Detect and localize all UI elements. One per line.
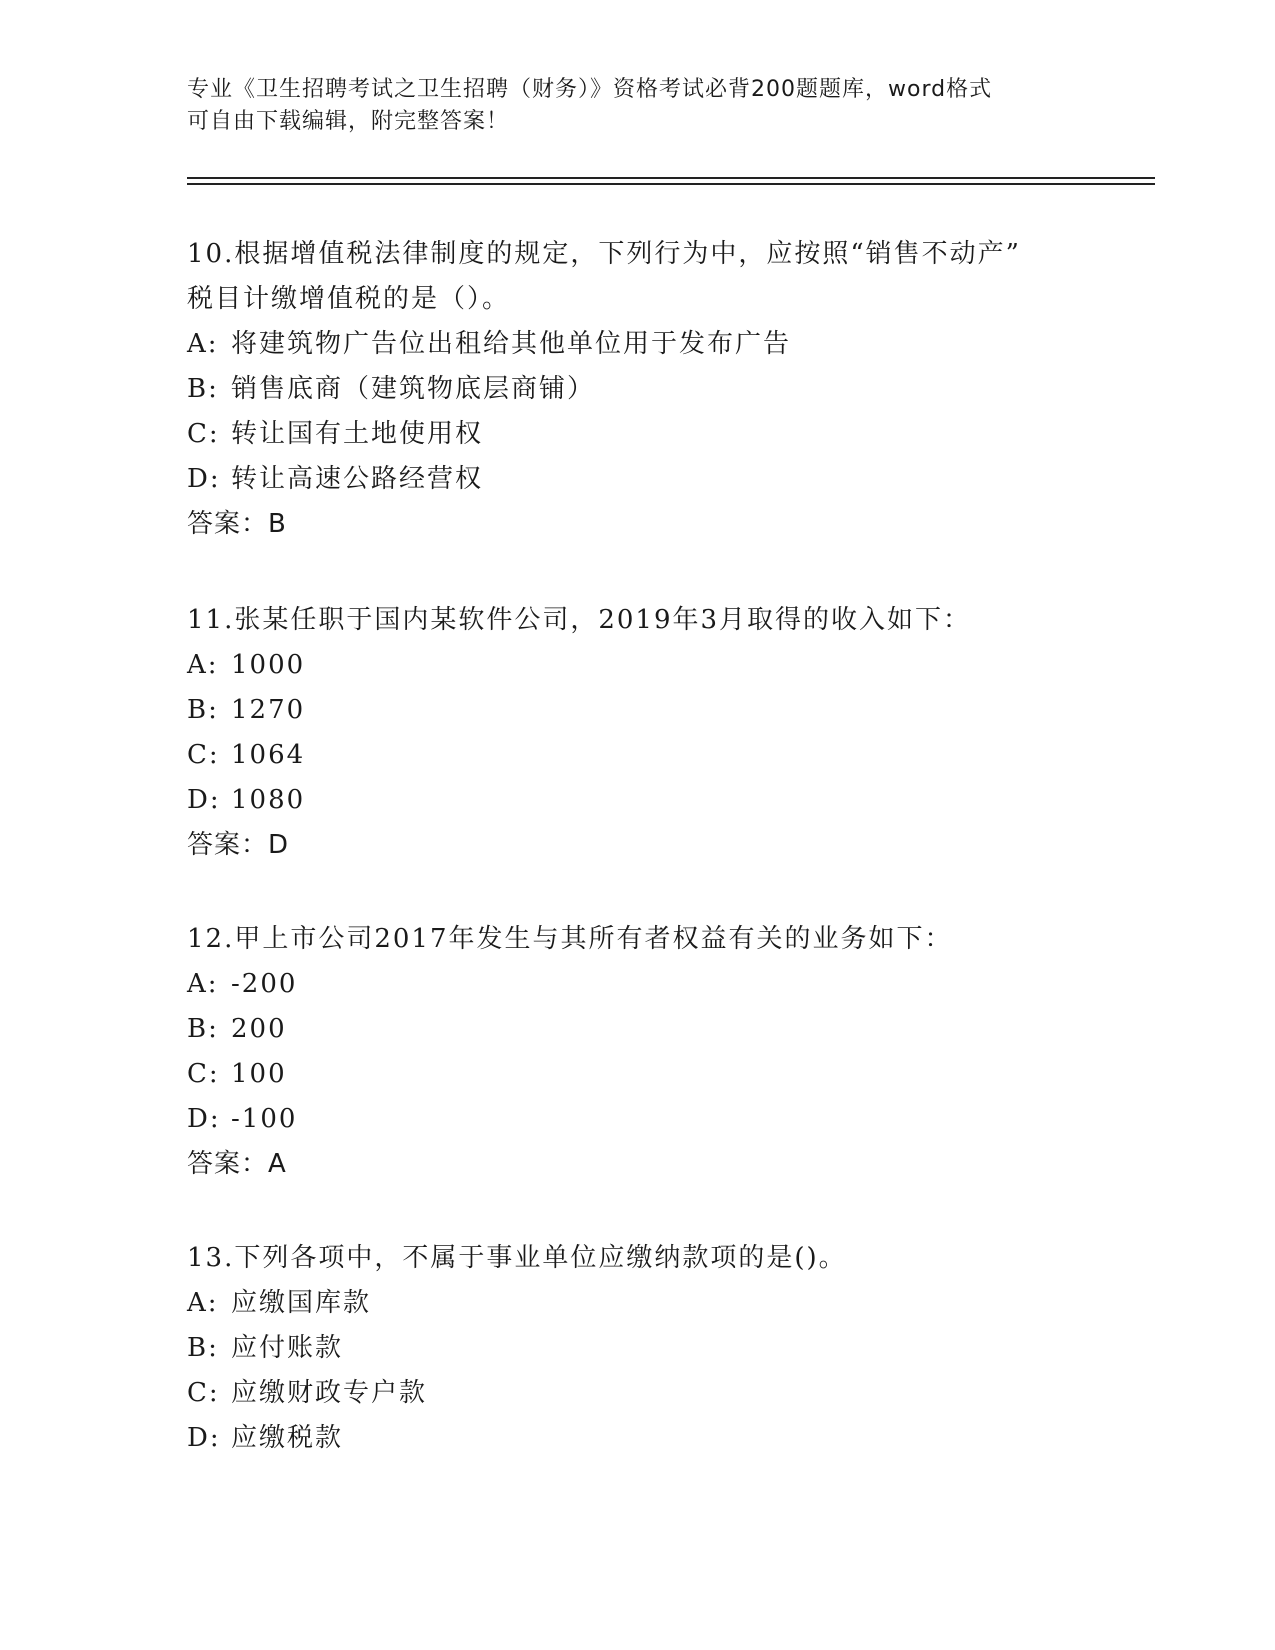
- option-b: [187, 1326, 1087, 1371]
- option-d: [187, 457, 1087, 502]
- option-text: 应缴国库款: [231, 1288, 372, 1318]
- question-11: [187, 598, 1087, 868]
- option-text: 1064: [231, 740, 306, 770]
- option-key: A:: [187, 329, 219, 359]
- question-stem-line: 12.甲上市公司2017年发生与其所有者权益有关的业务如下：: [187, 924, 953, 954]
- option-key: D:: [187, 785, 221, 815]
- option-key: B:: [187, 374, 219, 404]
- question-stem-line: 10.根据增值税法律制度的规定，下列行为中，应按照“销售不动产”: [187, 239, 1021, 269]
- question-12: [187, 917, 1087, 1187]
- option-text: 200: [231, 1014, 287, 1044]
- option-text: 1000: [231, 650, 306, 680]
- option-text: 应付账款: [231, 1333, 344, 1363]
- option-a: [187, 322, 1087, 367]
- question-10: [187, 232, 1087, 547]
- option-key: A:: [187, 650, 219, 680]
- answer-label: 答案：A: [187, 1149, 287, 1179]
- option-b: [187, 367, 1087, 412]
- option-text: 1080: [231, 785, 306, 815]
- option-text: 应缴税款: [231, 1423, 344, 1453]
- answer-label: 答案：D: [187, 830, 290, 860]
- option-b: [187, 688, 1087, 733]
- option-key: A:: [187, 1288, 219, 1318]
- option-c: [187, 733, 1087, 778]
- question-stem-line: 13.下列各项中，不属于事业单位应缴纳款项的是()。: [187, 1243, 847, 1273]
- option-text: 100: [231, 1059, 287, 1089]
- option-d: [187, 1097, 1087, 1142]
- document-header: [187, 74, 1087, 138]
- option-c: [187, 1371, 1087, 1416]
- option-key: B:: [187, 1333, 219, 1363]
- header-line-1: 专业《卫生招聘考试之卫生招聘（财务）》资格考试必背200题题库，word格式: [187, 77, 993, 102]
- option-text: 1270: [231, 695, 306, 725]
- option-d: [187, 1416, 1087, 1461]
- header-line-2: 可自由下载编辑，附完整答案！: [187, 109, 510, 134]
- option-key: C:: [187, 1059, 220, 1089]
- option-key: D:: [187, 1104, 221, 1134]
- question-stem-line: 11.张某任职于国内某软件公司，2019年3月取得的收入如下：: [187, 605, 972, 635]
- option-key: D:: [187, 1423, 221, 1453]
- option-key: C:: [187, 1378, 220, 1408]
- option-c: [187, 1052, 1087, 1097]
- option-key: B:: [187, 1014, 219, 1044]
- option-text: 销售底商（建筑物底层商铺）: [231, 374, 596, 404]
- option-c: [187, 412, 1087, 457]
- question-13: [187, 1236, 1087, 1461]
- option-a: [187, 962, 1087, 1007]
- option-text: -100: [231, 1104, 298, 1134]
- option-a: [187, 643, 1087, 688]
- answer-label: 答案：B: [187, 509, 287, 539]
- option-d: [187, 778, 1087, 823]
- option-text: 转让高速公路经营权: [231, 464, 484, 494]
- option-text: 将建筑物广告位出租给其他单位用于发布广告: [231, 329, 792, 359]
- header-divider-bottom: [187, 183, 1155, 185]
- option-text: 转让国有土地使用权: [231, 419, 484, 449]
- option-key: C:: [187, 419, 220, 449]
- option-key: A:: [187, 969, 219, 999]
- header-divider-top: [187, 177, 1155, 179]
- question-stem-line: 税目计缴增值税的是（）。: [187, 284, 511, 314]
- option-key: D:: [187, 464, 221, 494]
- option-key: B:: [187, 695, 219, 725]
- option-a: [187, 1281, 1087, 1326]
- option-key: C:: [187, 740, 220, 770]
- option-b: [187, 1007, 1087, 1052]
- option-text: 应缴财政专户款: [231, 1378, 428, 1408]
- option-text: -200: [231, 969, 298, 999]
